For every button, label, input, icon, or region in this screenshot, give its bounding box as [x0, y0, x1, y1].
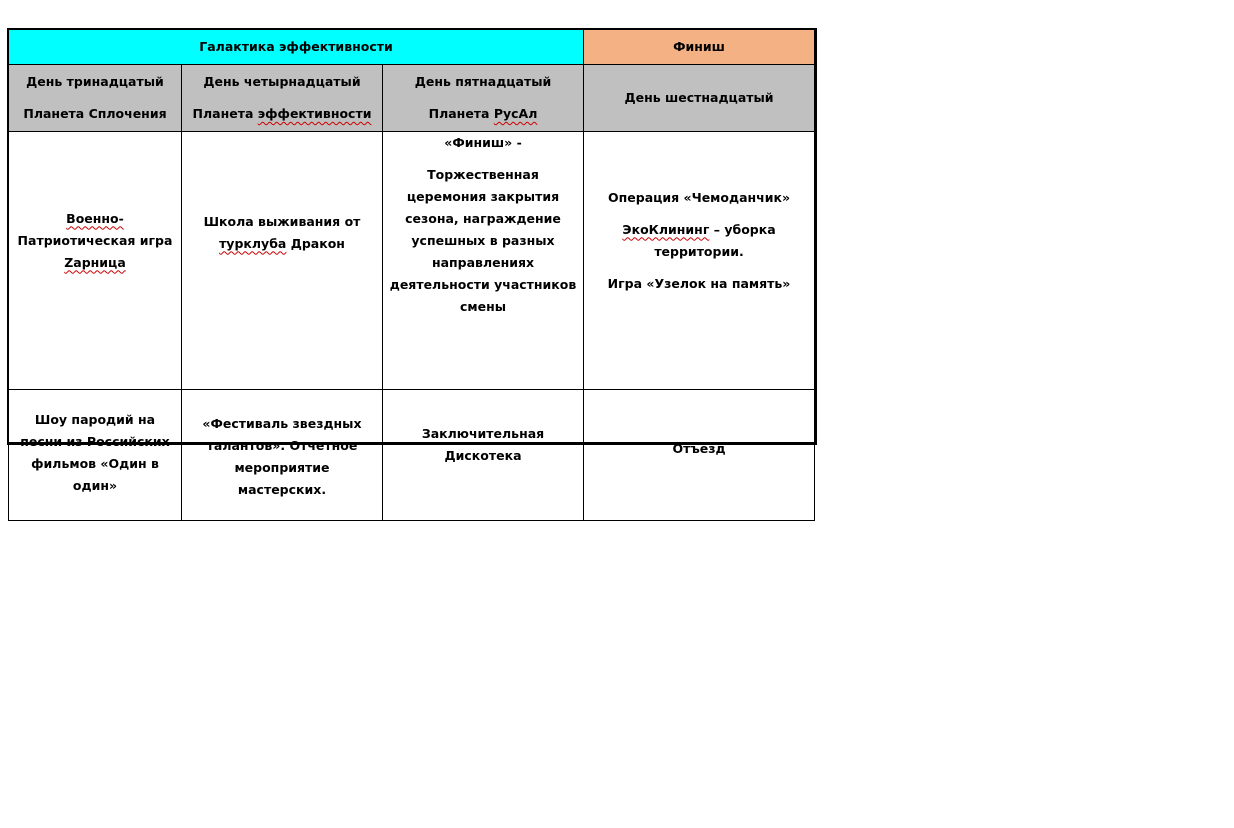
festival-cell: [182, 390, 383, 521]
disco-line-2: Дискотека: [444, 448, 522, 463]
day-16-activities-cell: [584, 132, 815, 390]
finish-ceremony-cell: [383, 132, 584, 390]
activities-row-2: [9, 390, 815, 521]
ecocleaning-line-2: территории.: [654, 243, 744, 259]
ceremony-line-3: сезона, награждение: [405, 211, 561, 226]
day-16-title: День шестнадцатый: [624, 90, 774, 105]
parody-line-1: Шоу пародий на: [34, 412, 156, 427]
zarnitsa-name: Zарница: [64, 254, 126, 270]
knot-game: Игра «Узелок на память»: [607, 275, 791, 291]
ceremony-line-6: деятельности участников: [389, 277, 577, 292]
departure-cell: [584, 390, 815, 521]
survival-line-1: Школа выживания от: [203, 213, 361, 229]
parody-line-4: один»: [72, 478, 118, 493]
ecocleaning-name: ЭкоКлининг: [622, 221, 710, 237]
ceremony-line-1: Торжественная: [427, 167, 539, 182]
ceremony-line-4: успешных в разных: [411, 233, 555, 248]
festival-line-1: «Фестиваль звездных: [202, 416, 362, 431]
disco-line-1: Заключительная: [421, 426, 545, 441]
day-14-planet-name: эффективности: [257, 106, 372, 121]
parody-line-3: фильмов «Один в: [31, 456, 159, 471]
ceremony-line-5: направлениях: [431, 255, 535, 270]
day-16-header: [584, 65, 815, 132]
galaxy-band-label: Галактика эффективности: [199, 39, 393, 54]
day-15-planet: [387, 98, 579, 130]
day-header-row: [9, 65, 815, 132]
day-14-planet: [186, 98, 378, 130]
departure-label: Отъезд: [672, 441, 726, 456]
schedule-sheet: [7, 28, 817, 497]
zarnitsa-line-2: Патриотическая игра: [17, 232, 173, 248]
day-15-title: День пятнадцатый: [414, 74, 552, 89]
zarnitsa-line-3: [13, 252, 177, 274]
festival-line-3: мероприятие: [234, 460, 330, 475]
festival-line-2: талантов». Отчетное: [206, 438, 358, 453]
ecocleaning-line-1: [588, 219, 810, 241]
ecocleaning-desc: – уборка: [709, 221, 776, 237]
parody-line-2: песни из Российских: [20, 434, 170, 449]
disco-cell: [383, 390, 584, 521]
survival-line-2: [186, 233, 378, 255]
zarnitsa-cell: [9, 132, 182, 390]
band-row: [9, 30, 815, 65]
survival-school-cell: [182, 132, 383, 390]
survival-club: турклуба: [219, 235, 287, 251]
ceremony-line-2: церемония закрытия: [406, 189, 560, 204]
day-14-title: День четырнадцатый: [203, 74, 361, 89]
parody-show-cell: [9, 390, 182, 521]
day-15-planet-prefix: Планета: [428, 106, 494, 121]
suitcase-operation: Операция «Чемоданчик»: [608, 189, 791, 205]
festival-line-4: мастерских.: [237, 482, 327, 497]
schedule-table: [8, 29, 815, 521]
ceremony-line-7: смены: [459, 299, 507, 314]
day-13-title: День тринадцатый: [26, 74, 164, 89]
survival-dragon: Дракон: [286, 235, 345, 251]
zarnitsa-line-1: Военно-: [66, 210, 124, 226]
day-13-planet: Планета Сплочения: [23, 106, 167, 121]
finish-band: [584, 30, 815, 65]
galaxy-band: [9, 30, 584, 65]
day-15-header: [383, 65, 584, 132]
day-15-planet-name: РусАл: [493, 106, 538, 121]
day-13-header: [9, 65, 182, 132]
ceremony-title: «Финиш» -: [444, 135, 522, 150]
activities-row-1: [9, 132, 815, 390]
day-14-header: [182, 65, 383, 132]
day-14-planet-prefix: Планета: [192, 106, 258, 121]
finish-band-label: Финиш: [673, 39, 725, 54]
